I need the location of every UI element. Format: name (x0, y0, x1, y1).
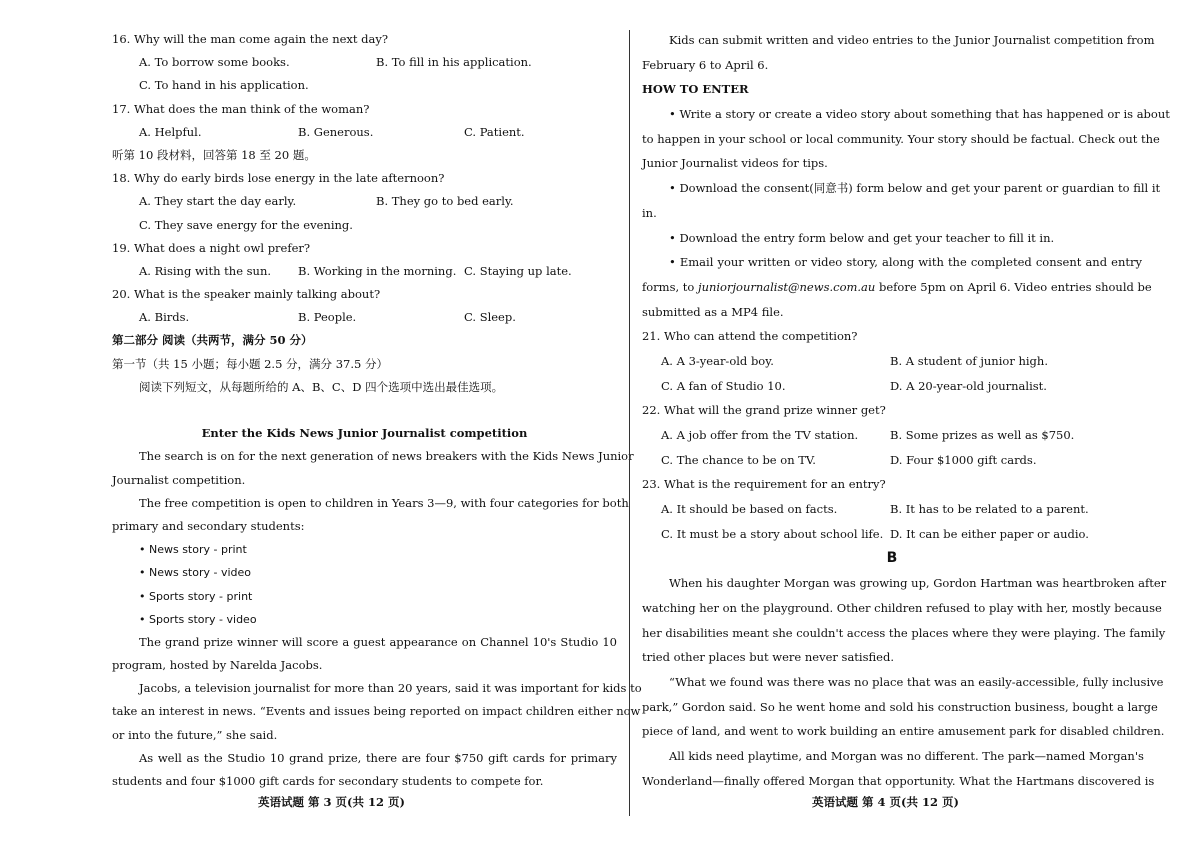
option-21b: B. A student of junior high. (890, 353, 1048, 368)
option-16a: A. To borrow some books. (139, 55, 290, 70)
option-18c: C. They save energy for the evening. (139, 217, 353, 232)
category-item: • News story - print (139, 543, 247, 557)
option-19b: B. Working in the morning. (298, 263, 457, 278)
category-item: • News story - video (139, 566, 252, 580)
option-17a: A. Helpful. (139, 124, 202, 139)
column-divider (629, 30, 630, 816)
passage-b-line: piece of land, and went to work building an entire amusement park for disabled children. (642, 724, 1165, 739)
section-1-title: 第一节（共 15 小题；每小题 2.5 分，满分 37.5 分） (112, 356, 388, 371)
option-18a: A. They start the day early. (139, 194, 297, 209)
category-item: • Sports story - video (139, 612, 257, 626)
option-21a: A. A 3-year-old boy. (661, 353, 774, 368)
option-22b: B. Some prizes as well as $750. (890, 428, 1075, 442)
question-21: 21. Who can attend the competition? (642, 329, 858, 344)
entry-line: submitted as a MP4 file. (642, 304, 784, 319)
option-23a: A. It should be based on facts. (661, 502, 838, 517)
question-23: 23. What is the requirement for an entry? (642, 477, 886, 492)
paragraph-line: The free competition is open to children in Years 3—9, with four categories for both (139, 495, 629, 510)
question-22-options-row-1 (642, 423, 1142, 448)
right-page-column (642, 28, 1170, 793)
question-18: 18. Why do early birds lose energy in the late afternoon? (112, 171, 445, 186)
question-21-options-row-1 (642, 349, 1142, 374)
question-21-options-row-2 (642, 374, 1142, 399)
entry-email-line (642, 275, 1152, 300)
option-19a: A. Rising with the sun. (139, 263, 272, 278)
paragraph-line: Journalist competition. (112, 472, 246, 487)
option-17b: B. Generous. (298, 124, 374, 139)
left-page-column (112, 28, 642, 793)
option-21c: C. A fan of Studio 10. (661, 378, 786, 393)
option-16b: B. To fill in his application. (376, 55, 532, 70)
question-16-options (112, 51, 617, 74)
question-19: 19. What does a night owl prefer? (112, 240, 311, 255)
paragraph-line: program, hosted by Narelda Jacobs. (112, 658, 323, 673)
passage-b-line: her disabilities meant she couldn't access the places where they were playing. The family (642, 625, 1166, 640)
spacer (112, 399, 617, 422)
question-22: 22. What will the grand prize winner get? (642, 403, 886, 418)
question-23-options-row-1 (642, 497, 1142, 522)
paragraph-line: As well as the Studio 10 grand prize, there are four $750 gift cards for primary (139, 750, 617, 765)
email-prefix: forms, to (642, 279, 698, 294)
passage-10-instruction: 听第 10 段材料，回答第 18 至 20 题。 (112, 147, 316, 162)
paragraph-line: The grand prize winner will score a guest appearance on Channel 10's Studio 10 (139, 634, 617, 649)
how-to-enter-heading: HOW TO ENTER (642, 82, 749, 97)
paragraph-line: or into the future,” she said. (112, 727, 278, 742)
question-19-options (112, 260, 617, 283)
paragraph-line: take an interest in news. “Events and issues being reported on impact children either now (112, 704, 641, 719)
option-16c: C. To hand in his application. (139, 78, 309, 93)
question-20-options (112, 306, 617, 329)
entry-line: to happen in your school or local community. Your story should be factual. Check out the (642, 131, 1160, 146)
paragraph-line: primary and secondary students: (112, 518, 305, 533)
option-18b: B. They go to bed early. (376, 194, 514, 209)
paragraph-line: The search is on for the next generation of news breakers with the Kids News Junior (139, 449, 634, 464)
question-17: 17. What does the man think of the woman? (112, 101, 370, 116)
passage-b-line: All kids need playtime, and Morgan was no different. The park—named Morgan's (669, 748, 1144, 763)
paragraph-line: Kids can submit written and video entries to the Junior Journalist competition from (669, 33, 1155, 47)
paragraph-line: students and four $1000 gift cards for secondary students to compete for. (112, 774, 544, 788)
section-b-heading: B (886, 550, 898, 567)
passage-b-line: Wonderland—finally offered Morgan that opportunity. What the Hartmans discovered is (642, 773, 1155, 788)
question-22-options-row-2 (642, 448, 1142, 473)
entry-line: • Email your written or video story, along with the completed consent and entry (669, 255, 1142, 270)
page-footer-right: 英语试题 第 4 页(共 12 页) (812, 795, 959, 809)
option-22d: D. Four $1000 gift cards. (890, 452, 1037, 467)
part-2-title: 第二部分 阅读（共两节，满分 50 分） (112, 333, 313, 348)
question-17-options (112, 121, 617, 144)
option-20c: C. Sleep. (464, 310, 516, 325)
option-22a: A. A job offer from the TV station. (661, 428, 859, 442)
entry-line: • Write a story or create a video story about something that has happened or is about (669, 107, 1170, 122)
option-23d: D. It can be either paper or audio. (890, 526, 1089, 541)
passage-b-line: watching her on the playground. Other children refused to play with her, mostly because (642, 600, 1162, 615)
paragraph-line: February 6 to April 6. (642, 57, 769, 72)
option-23b: B. It has to be related to a parent. (890, 502, 1089, 517)
section-1-instruction: 阅读下列短文，从每题所给的 A、B、C、D 四个选项中选出最佳选项。 (139, 379, 504, 394)
option-23c: C. It must be a story about school life. (661, 526, 884, 541)
question-18-options (112, 190, 617, 213)
passage-b-line: park,” Gordon said. So he went home and sold his construction business, bought a large (642, 699, 1158, 714)
option-21d: D. A 20-year-old journalist. (890, 378, 1047, 393)
entry-line: Junior Journalist videos for tips. (642, 156, 828, 171)
category-item: • Sports story - print (139, 589, 253, 603)
entry-line: • Download the entry form below and get your teacher to fill it in. (669, 230, 1055, 245)
paragraph-line: Jacobs, a television journalist for more than 20 years, said it was important for kids to (139, 681, 642, 696)
passage-b-line: tried other places but were never satisfied. (642, 650, 895, 665)
option-20b: B. People. (298, 310, 357, 325)
passage-b-line: When his daughter Morgan was growing up, Gordon Hartman was heartbroken after (669, 576, 1167, 591)
option-22c: C. The chance to be on TV. (661, 452, 816, 467)
article-title: Enter the Kids News Junior Journalist competition (201, 426, 528, 441)
option-19c: C. Staying up late. (464, 263, 572, 278)
option-20a: A. Birds. (139, 310, 190, 325)
question-23-options-row-2 (642, 522, 1142, 547)
entry-line: • Download the consent(同意书) form below and get your parent or guardian to fill it (669, 181, 1161, 196)
page-footer-left: 英语试题 第 3 页(共 12 页) (258, 795, 405, 809)
email-suffix: before 5pm on April 6. Video entries should be (875, 279, 1152, 294)
option-17c: C. Patient. (464, 124, 525, 139)
passage-b-line: “What we found was there was no place that was an easily-accessible, fully inclusive (669, 674, 1164, 689)
question-16: 16. Why will the man come again the next day? (112, 32, 389, 46)
email-address: juniorjournalist@news.com.au (698, 279, 876, 294)
entry-line: in. (642, 205, 657, 220)
question-20: 20. What is the speaker mainly talking about? (112, 287, 381, 302)
